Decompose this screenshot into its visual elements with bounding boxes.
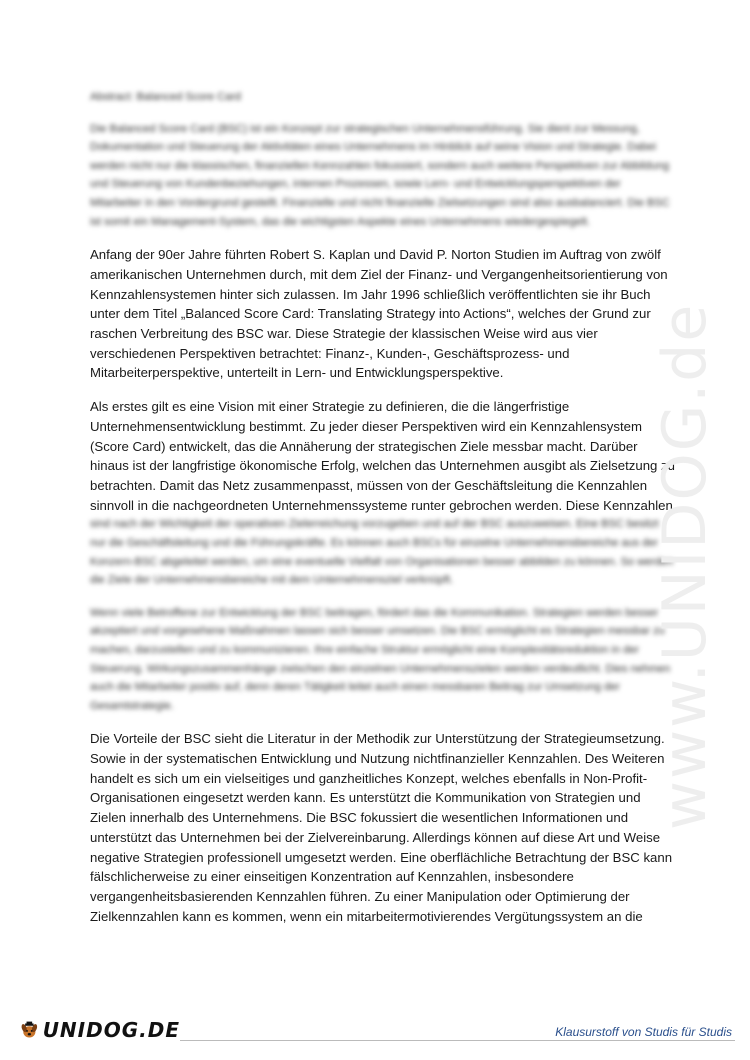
dog-logo-icon	[20, 1010, 39, 1050]
footer-tagline: Klausurstoff von Studis für Studis	[555, 1025, 732, 1039]
document-content	[90, 88, 675, 940]
document-heading: Abstract: Balanced Score Card	[90, 91, 242, 103]
paragraph-kennzahlen-blurred: sind nach der Wichtigkeit der operativen Zielerreichung vorzugeben und auf der BSC auszuweisen. Eine BSC besitzt nur die Geschäftsleitung und die Führungskräfte. Es können auch BSCs für einzelne Unternehmensbereiche aus der Konzern-BSC abgeleitet werden, um eine eventuelle Vielfalt von Organisationen besser abbilden zu können. So werden die Ziele der Unternehmensbereiche mit dem Unternehmensziel verknüpft.	[90, 518, 674, 587]
footer-logo[interactable]	[20, 1010, 180, 1050]
paragraph-communication-blurred: Wenn viele Betroffene zur Entwicklung der BSC beitragen, fördert das die Kommunikation. Strategien werden besser akzeptiert und vorgesehene Maßnahmen lassen sich besser umsetzen. Die BSC ermöglicht es Strategien messbar zu machen, darzustellen und zu kommunizieren. Ihre einfache Struktur ermöglicht eine Komplexitätsreduktion in der Steuerung. Wirkungszusammenhänge zwischen den einzelnen Unternehmenszielen werden verdeutlicht. Dies nehmen auch die Mitarbeiter positiv auf, denn deren Tätigkeit leitet auch einen messbaren Beitrag zur Umsetzung der Gesamtstrategie.	[90, 606, 671, 712]
logo-text: UNIDOG.DE	[42, 1018, 180, 1042]
footer-divider	[180, 1040, 735, 1041]
paragraph-vision: Als erstes gilt es eine Vision mit einer Strategie zu definieren, die die längerfristige Unternehmensentwicklung bestimmt. Zu jeder dieser Perspektiven wird ein Kennzahlensystem (Score Card) entwickelt, das die Annäherung der strategischen Ziele messbar macht. Darüber hinaus ist der langfristige ökonomische Erfolg, welchen das Unternehmen ausgibt als Zielsetzung zu betrachten. Damit das Netz zusammenpasst, müssen von der Geschäftsleitung die Kennzahlen sinnvoll in die nachgeordneten Unternehmenssysteme runter gebrochen werden. Diese Kennzahlen	[90, 399, 675, 513]
paragraph-history: Anfang der 90er Jahre führten Robert S. Kaplan und David P. Norton Studien im Auftrag von zwölf amerikanischen Unternehmen durch, mit dem Ziel der Finanz- und Vergangenheitsorientierung von Kennzahlensystemen hinter sich zulassen. Im Jahr 1996 schließlich veröffentlichten sie ihr Buch unter dem Titel „Balanced Score Card: Translating Strategy into Actions“, welches der Grund zur raschen Verbreitung des BSC war. Diese Strategie der klassischen Weise wird aus vier verschiedenen Perspektiven betrachtet: Finanz-, Kunden-, Geschäftsprozess- und Mitarbeiterperspektive, unterteilt in Lern- und Entwicklungsperspektive.	[90, 247, 668, 381]
paragraph-abstract: Die Balanced Score Card (BSC) ist ein Konzept zur strategischen Unternehmensführung. Sie dient zur Messung, Dokumentation und Steuerung der Aktivitäten eines Unternehmens im Hinblick auf seine Vision und Strategie. Dabei werden nicht nur die klassischen, finanziellen Kennzahlen fokussiert, sondern auch weitere Perspektiven zur Abbildung und Steuerung von Kundenbeziehungen, internen Prozessen, sowie Lern- und Entwicklungsperspektiven der Mitarbeiter in den Vordergrund gestellt. Finanzielle und nicht finanzielle Zielsetzungen sind also ausbalanciert. Die BSC ist somit ein Management-System, das die wichtigsten Aspekte eines Unternehmens wiedergespiegelt.	[90, 122, 670, 228]
paragraph-advantages: Die Vorteile der BSC sieht die Literatur in der Methodik zur Unterstützung der Strategieumsetzung. Sowie in der systematischen Entwicklung und Nutzung nichtfinanzieller Kennzahlen. Des Weiteren handelt es sich um ein vielseitiges und ganzheitliches Konzept, welches ebenfalls in Non-Profit-Organisationen eingesetzt werden kann. Es unterstützt die Kommunikation von Strategien und Zielen innerhalb des Unternehmens. Die BSC fokussiert die wesentlichen Informationen und unterstützt das Unternehmen bei der Zielvereinbarung. Allerdings können auf diese Art und Weise negative Strategien professionell umgesetzt werden. Eine oberflächliche Betrachtung der BSC kann fälschlicherweise zu einer einseitigen Konzentration auf Kennzahlen, insbesondere vergangenheitsbasierenden Kennzahlen führen. Zu einer Manipulation oder Optimierung der Zielkennzahlen kann es kommen, wenn ein mitarbeitermotivierendes Vergütungssystem an die	[90, 731, 673, 924]
watermark: www.UNIDOG.de	[650, 302, 720, 830]
